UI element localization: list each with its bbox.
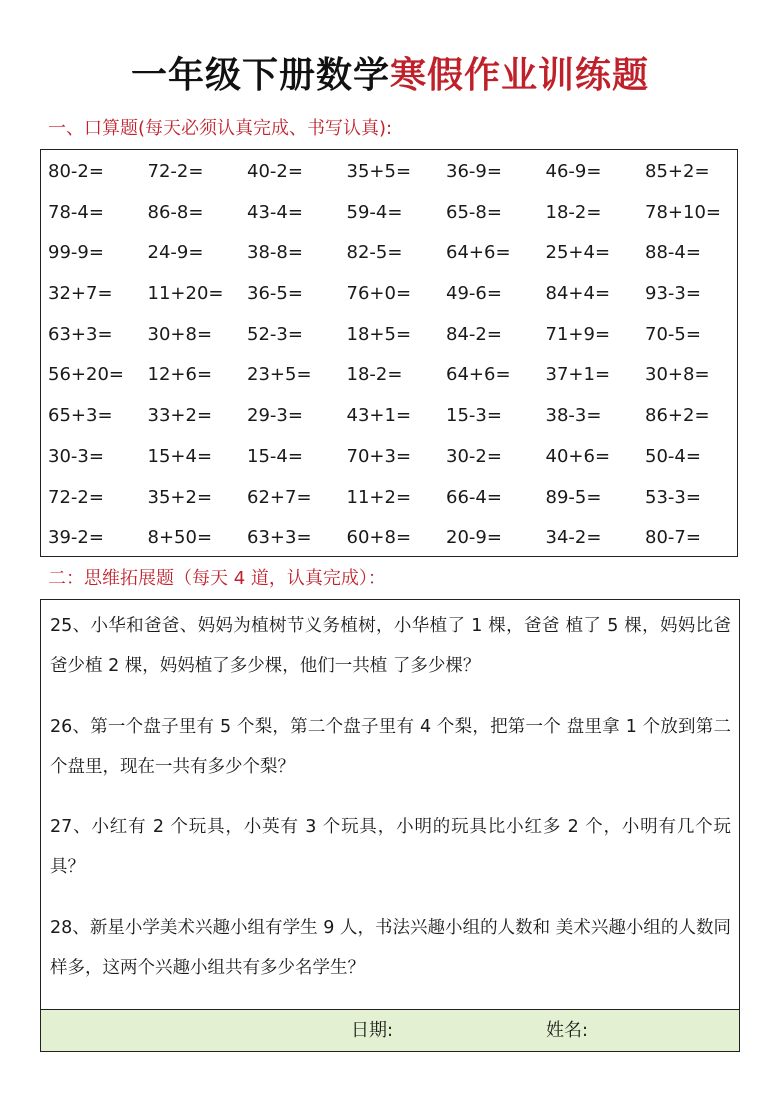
oral-problem: 86-8= (147, 201, 204, 223)
name-label: 姓名: (546, 1020, 589, 1041)
oral-problem: 84-2= (446, 323, 502, 345)
oral-problem: 63+3= (247, 527, 312, 549)
oral-problem: 56+20= (48, 364, 124, 386)
oral-problem: 25+4= (545, 242, 611, 264)
oral-problem: 35+2= (147, 486, 213, 508)
oral-problem: 66-4= (446, 486, 502, 508)
section-2-heading: 二：思维拓展题（每天 4 道，认真完成）： (48, 568, 386, 589)
oral-problem: 86+2= (645, 405, 710, 427)
oral-problem: 46-9= (545, 161, 602, 182)
oral-problem: 80-2= (48, 161, 104, 182)
oral-problem: 18+5= (346, 323, 412, 345)
oral-problem: 89-5= (545, 486, 602, 508)
oral-problem: 38-8= (247, 242, 303, 264)
oral-problem: 80-7= (645, 527, 701, 549)
oral-problem: 37+1= (545, 364, 611, 386)
oral-problem: 64+6= (446, 242, 511, 264)
problem-28: 28、新星小学美术兴趣小组有学生 9 人，书法兴趣小组的人数和 美术兴趣小组的人数同样多，这两个兴趣小组共有多少名学生？ (50, 918, 731, 978)
oral-problem: 65+3= (48, 405, 113, 427)
oral-problem: 84+4= (545, 283, 611, 305)
oral-problem: 15-4= (247, 445, 303, 467)
oral-problem: 18-2= (346, 364, 403, 386)
oral-problem: 18-2= (545, 201, 602, 223)
oral-problem: 20-9= (446, 527, 502, 549)
oral-problem: 11+2= (346, 486, 412, 508)
oral-problem: 70-5= (645, 323, 701, 345)
oral-problem: 72-2= (147, 161, 204, 182)
oral-problem: 15-3= (446, 405, 502, 427)
oral-problem: 59-4= (346, 201, 403, 223)
oral-problem: 82-5= (346, 242, 403, 264)
oral-problem: 71+9= (545, 323, 611, 345)
problem-27: 27、小红有 2 个玩具，小英有 3 个玩具，小明的玩具比小红多 2 个，小明有几个玩具？ (50, 817, 731, 877)
date-label: 日期: (351, 1020, 394, 1041)
oral-problem: 63+3= (48, 323, 113, 345)
oral-problem: 35+5= (346, 161, 412, 182)
oral-problem: 78+10= (645, 201, 721, 223)
oral-problem: 52-3= (247, 323, 303, 345)
problem-25: 25、小华和爸爸、妈妈为植树节义务植树，小华植了 1 棵，爸爸 植了 5 棵，妈妈比爸爸少植 2 棵，妈妈植了多少棵，他们一共植 了多少棵？ (50, 616, 731, 676)
oral-problem: 32+7= (48, 283, 113, 305)
oral-problem: 99-9= (48, 242, 104, 264)
oral-problem: 88-4= (645, 242, 701, 264)
oral-problem: 33+2= (147, 405, 213, 427)
oral-problem: 72-2= (48, 486, 104, 508)
oral-problem: 43+1= (346, 405, 412, 427)
oral-problem: 40+6= (545, 445, 611, 467)
oral-problem: 24-9= (147, 242, 204, 264)
problem-26: 26、第一个盘子里有 5 个梨，第二个盘子里有 4 个梨，把第一个 盘里拿 1 个放到第二个盘里，现在一共有多少个梨？ (50, 717, 731, 777)
title-part-2: 寒假作业训练题 (390, 55, 650, 96)
oral-problem: 38-3= (545, 405, 602, 427)
oral-problem: 70+3= (346, 445, 412, 467)
oral-problem: 30+8= (645, 364, 710, 386)
oral-problem: 36-9= (446, 161, 502, 182)
oral-problem: 29-3= (247, 405, 303, 427)
oral-problem: 85+2= (645, 161, 710, 182)
oral-problem: 60+8= (346, 527, 412, 549)
oral-problem: 30-2= (446, 445, 502, 467)
oral-problem: 30-3= (48, 445, 104, 467)
oral-problem: 93-3= (645, 283, 701, 305)
oral-arithmetic-box (40, 149, 738, 557)
oral-problem: 23+5= (247, 364, 312, 386)
page-title (0, 52, 780, 100)
section-1-heading: 一、口算题(每天必须认真完成、书写认真): (48, 118, 393, 139)
oral-problem: 78-4= (48, 201, 104, 223)
oral-problem: 30+8= (147, 323, 213, 345)
oral-problem: 11+20= (147, 283, 224, 305)
word-problems-box (40, 599, 740, 1010)
oral-problem: 49-6= (446, 283, 502, 305)
oral-problem: 65-8= (446, 201, 502, 223)
oral-problem: 36-5= (247, 283, 303, 305)
oral-problem: 40-2= (247, 161, 303, 182)
oral-problem: 50-4= (645, 445, 701, 467)
oral-problem: 15+4= (147, 445, 213, 467)
oral-problem: 62+7= (247, 486, 312, 508)
oral-problem: 34-2= (545, 527, 602, 549)
oral-problem: 39-2= (48, 527, 104, 549)
oral-problem: 12+6= (147, 364, 213, 386)
oral-problem: 64+6= (446, 364, 511, 386)
footer-bar (40, 1010, 740, 1052)
oral-problem: 43-4= (247, 201, 303, 223)
oral-problem: 76+0= (346, 283, 412, 305)
oral-problem: 8+50= (147, 527, 213, 549)
oral-arithmetic-grid (48, 150, 737, 556)
oral-problem: 53-3= (645, 486, 701, 508)
title-part-1: 一年级下册数学 (130, 55, 390, 96)
